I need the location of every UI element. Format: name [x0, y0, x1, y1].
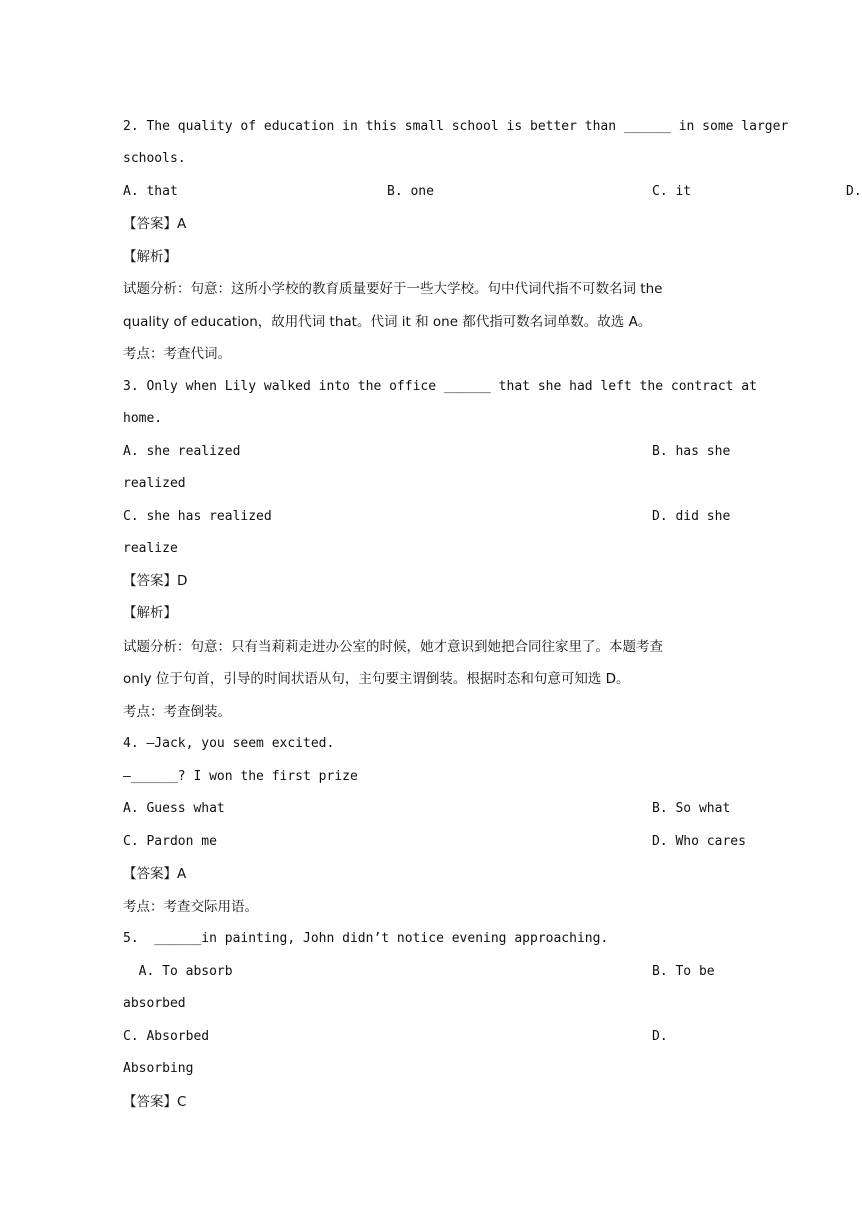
- q5-stem-line1: 5. ______in painting, John didn’t notice evening approaching.: [123, 931, 609, 946]
- q4-answer: 【答案】A: [123, 866, 187, 882]
- q5-option-d-cont: Absorbing: [123, 1061, 194, 1076]
- q3-analysis-line2: only 位于句首，引导的时间状语从句，主句要主谓倒装。根据时态和句意可知选 D。: [123, 671, 630, 687]
- q2-option-a: A. that: [123, 184, 178, 199]
- q3-analysis-label: 【解析】: [123, 605, 177, 621]
- q5-option-d: D.: [652, 1029, 668, 1044]
- q4-option-b: B. So what: [652, 801, 731, 816]
- q4-option-c: C. Pardon me: [123, 834, 217, 849]
- q2-stem-line1: 2. The quality of education in this small school is better than ______ in some larger: [123, 119, 789, 134]
- q3-analysis-line1: 试题分析：句意：只有当莉莉走进办公室的时候，她才意识到她把合同往家里了。本题考查: [123, 639, 663, 655]
- q5-option-c: C. Absorbed: [123, 1029, 210, 1044]
- q3-option-a: A. she realized: [123, 444, 241, 459]
- q2-option-d: D.: [846, 184, 862, 199]
- q5-option-a: A. To absorb: [123, 964, 233, 979]
- q5-option-b: B. To be: [652, 964, 715, 979]
- q3-option-c: C. she has realized: [123, 509, 272, 524]
- q3-stem-line1: 3. Only when Lily walked into the office ______ that she had left the contract at: [123, 379, 757, 394]
- q4-option-d: D. Who cares: [652, 834, 746, 849]
- q3-point: 考点：考查倒装。: [123, 704, 231, 720]
- q3-option-b-cont: realized: [123, 476, 186, 491]
- q3-answer: 【答案】D: [123, 573, 188, 589]
- q3-stem-line2: home.: [123, 411, 163, 426]
- q2-analysis-line1: 试题分析：句意：这所小学校的教育质量要好于一些大学校。句中代词代指不可数名词 the: [123, 281, 663, 297]
- q5-option-b-cont: absorbed: [123, 996, 186, 1011]
- q4-stem-line1: 4. —Jack, you seem excited.: [123, 736, 335, 751]
- q3-option-d-cont: realize: [123, 541, 178, 556]
- q2-point: 考点：考查代词。: [123, 346, 231, 362]
- q2-analysis-label: 【解析】: [123, 249, 177, 265]
- q4-point: 考点：考查交际用语。: [123, 899, 258, 915]
- q5-answer: 【答案】C: [123, 1094, 187, 1110]
- q2-option-c: C. it: [652, 184, 692, 199]
- q3-option-b: B. has she: [652, 444, 731, 459]
- q2-analysis-line2: quality of education，故用代词 that。代词 it 和 one 都代指可数名词单数。故选 A。: [123, 314, 652, 330]
- q3-option-d: D. did she: [652, 509, 731, 524]
- q4-option-a: A. Guess what: [123, 801, 225, 816]
- q2-stem-line2: schools.: [123, 151, 186, 166]
- q2-answer: 【答案】A: [123, 216, 187, 232]
- q2-option-b: B. one: [387, 184, 434, 199]
- q4-stem-line2: —______? I won the first prize: [123, 769, 358, 784]
